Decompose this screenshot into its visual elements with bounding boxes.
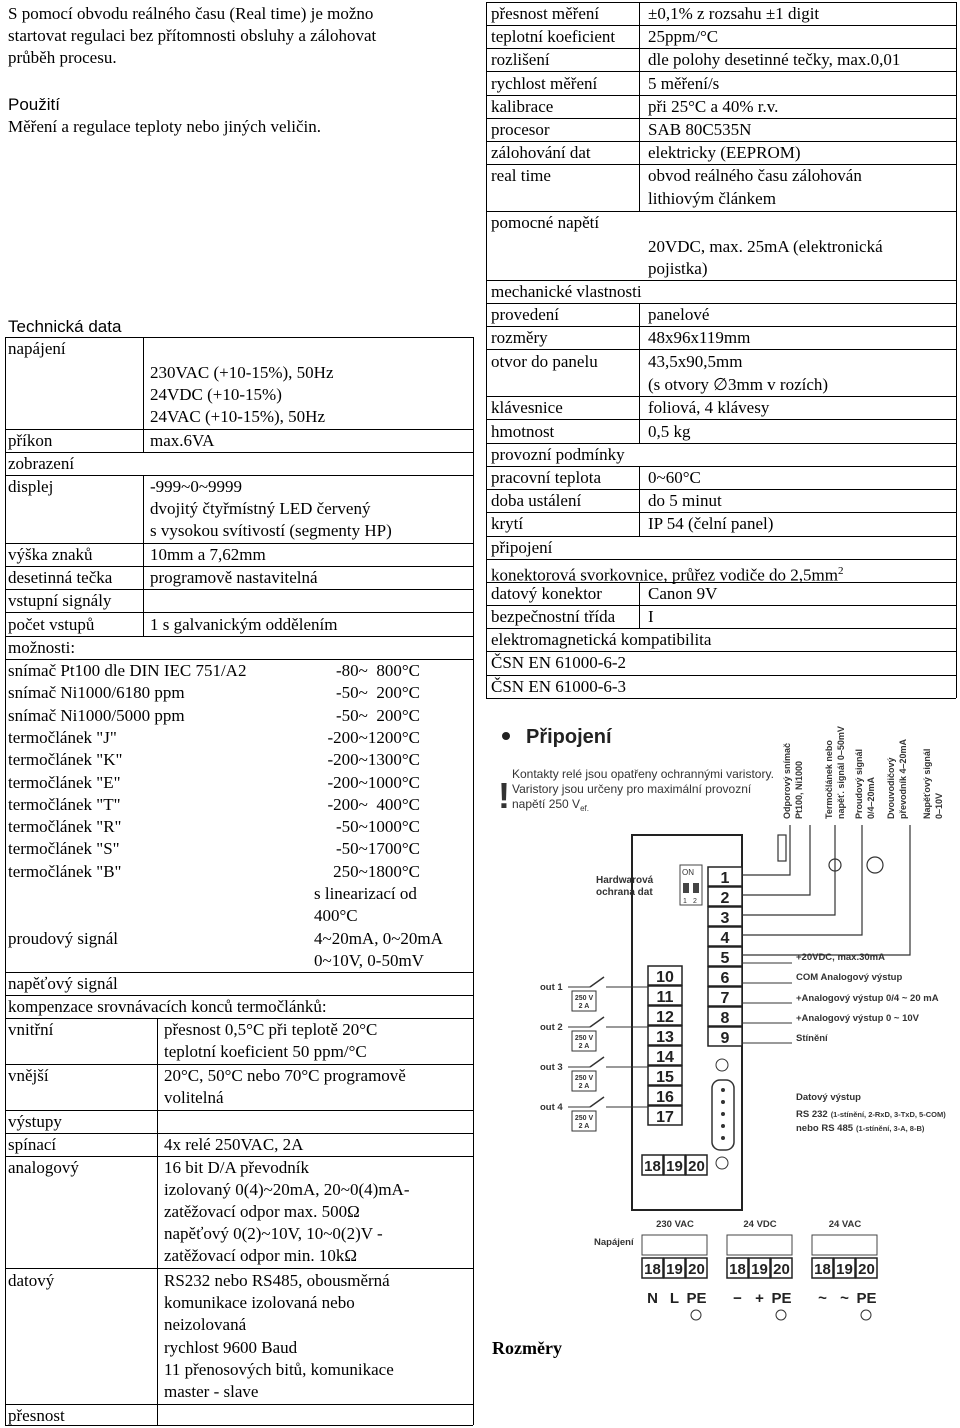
terminal-number: 20	[858, 1261, 875, 1278]
csn-2: ČSN EN 61000-6-3	[491, 677, 627, 696]
terminal-number: 15	[656, 1069, 674, 1086]
right-column	[484, 0, 960, 700]
vyska-label: výška znaků	[8, 545, 93, 564]
csn-1: ČSN EN 61000-6-2	[491, 653, 627, 672]
tech-heading: Technická data	[8, 317, 122, 336]
linearizace-line-2: 400°C	[314, 906, 358, 925]
displej-value-3: s vysokou svítivostí (segmenty HP)	[150, 521, 392, 540]
table-border	[956, 2, 957, 698]
terminal-number: 1	[720, 870, 730, 887]
displej-value-1: -999~0~9999	[150, 477, 243, 496]
zobrazeni-label: zobrazení	[8, 454, 75, 473]
relay-contact-icon	[590, 1017, 604, 1027]
ustaleni-label: doba ustálení	[491, 491, 582, 510]
spec-label: přesnost měření	[491, 4, 600, 23]
sensor-name: termočlánek "J"	[8, 727, 117, 747]
relay-output-label: out 4	[540, 1102, 563, 1113]
klavesnice-value: foliová, 4 klávesy	[648, 398, 770, 417]
relay-rating-current: 2 A	[578, 1043, 590, 1050]
provedeni-value: panelové	[648, 305, 710, 324]
sensor-name: termočlánek "K"	[8, 750, 123, 770]
terminal-number: 19	[666, 1261, 683, 1278]
datovy-value-3: neizolovaná	[164, 1315, 247, 1334]
terminal-number: 19	[751, 1261, 768, 1278]
datkon-label: datový konektor	[491, 584, 602, 603]
warning-line-3	[512, 797, 589, 813]
row-line	[5, 429, 473, 430]
displej-value-2: dvojitý čtyřmístný LED červený	[150, 499, 371, 518]
spec-value: 5 měření/s	[648, 73, 720, 93]
spec-label: procesor	[491, 120, 550, 139]
supply-label: 24 VDC	[743, 1219, 777, 1230]
row-line	[486, 349, 956, 350]
proud-value-2: 0~10V, 0-50mV	[314, 951, 424, 970]
vertical-label: Napěťový signál	[922, 748, 932, 819]
relay-rating-voltage: 250 V	[574, 1075, 594, 1082]
sensor-name: termočlánek "T"	[8, 794, 121, 814]
relay-rating-voltage: 250 V	[574, 1035, 594, 1042]
supply-top-block	[642, 1235, 707, 1255]
spec-label: kalibrace	[491, 96, 554, 116]
datovy-value-2: komunikace izolovaná nebo	[164, 1293, 355, 1312]
relay-output-label: out 3	[540, 1062, 563, 1073]
pocet-value: 1 s galvanickým oddělením	[150, 615, 338, 634]
analog-value-5: zatěžovací odpor min. 10kΩ	[164, 1246, 357, 1265]
relay-rating-current: 2 A	[578, 1123, 590, 1130]
vertical-label: Termočlánek nebo	[824, 740, 834, 819]
provedeni-label: provedení	[491, 305, 559, 324]
shield-label: Stínění	[796, 1033, 828, 1044]
terminal-number: 18	[644, 1158, 661, 1175]
db9-connector-icon	[712, 1059, 734, 1169]
sensor-name: snímač Ni1000/5000 ppm	[8, 705, 185, 725]
proud-label: proudový signál	[8, 929, 119, 948]
rs485-label	[796, 1123, 925, 1134]
supply-pin-label: N	[647, 1290, 658, 1307]
pomocne-value-1: 20VDC, max. 25mA (elektronická	[648, 237, 883, 256]
supply-label: 230 VAC	[656, 1219, 694, 1230]
vnejsi-label: vnější	[8, 1066, 49, 1085]
sensor-range: -200~ 400°C	[327, 794, 420, 814]
spec-label: zálohování dat	[491, 143, 591, 163]
terminal-number: 19	[836, 1261, 853, 1278]
intro-line-2: startovat regulaci bez přítomnosti obsluhy a zálohovat	[8, 26, 377, 45]
vnitrni-value-2: teplotní koeficient 50 ppm/°C	[164, 1042, 367, 1061]
teplota-value: 0~60°C	[648, 468, 701, 487]
com-analog-label: COM Analogový výstup	[796, 972, 903, 983]
bezp-value: I	[648, 607, 654, 626]
prikon-label: příkon	[8, 431, 53, 450]
rs485-name: nebo RS 485	[796, 1123, 854, 1134]
napajeni-label: napájení	[8, 339, 66, 358]
tecka-label: desetinná tečka	[8, 568, 113, 587]
moznosti-label: možnosti:	[8, 638, 76, 657]
connection-diagram	[490, 715, 958, 1325]
ground-icon	[861, 1310, 871, 1320]
row-line	[5, 1110, 473, 1111]
realtime-value-2: lithiovým článkem	[648, 189, 776, 208]
vertical-label: převodník 4–20mA	[898, 738, 908, 819]
table-divider	[157, 1018, 158, 1425]
vstupni-label: vstupní signály	[8, 591, 112, 610]
aux-voltage-label: +20VDC, max.30mA	[796, 952, 885, 963]
displej-label: displej	[8, 477, 54, 496]
table-divider	[143, 612, 144, 636]
vnejsi-value-2: volitelná	[164, 1088, 224, 1107]
pripojeni-label: připojení	[491, 538, 553, 557]
analog-wiring	[742, 963, 792, 1043]
relay-rating-current: 2 A	[578, 1083, 590, 1090]
warning-line-1: Kontakty relé jsou opatřeny ochrannými varistory.	[512, 767, 774, 781]
spec-value: ±0,1% z rozsahu ±1 digit	[648, 4, 820, 23]
terminal-number: 18	[814, 1261, 831, 1278]
rs485-detail: (1-stínění, 3-A, 8-B)	[856, 1124, 925, 1133]
supply-pin-label: +	[755, 1290, 764, 1307]
vertical-label: Dvouvodičový	[886, 757, 896, 819]
relay-contact-icon	[590, 977, 604, 987]
terminal-number: 5	[720, 950, 730, 967]
kryti-label: krytí	[491, 514, 524, 533]
vertical-labels	[782, 726, 944, 819]
terminal-number: 11	[656, 989, 674, 1006]
rozmery-heading: Rozměry	[492, 1338, 562, 1358]
datovy-value-6: master - slave	[164, 1382, 259, 1401]
dip-on-label: ON	[682, 868, 694, 877]
warning-line-3-sub: ef.	[580, 804, 589, 813]
row-line	[486, 419, 956, 420]
napajeni-value-1: 230VAC (+10-15%), 50Hz	[150, 363, 334, 382]
table-border	[5, 337, 473, 338]
terminal-number: 7	[720, 990, 730, 1007]
spec-value: elektricky (EEPROM)	[648, 143, 801, 163]
relay-rating-voltage: 250 V	[574, 1115, 594, 1122]
warning-line-2: Varistory jsou určeny pro maximální provozní	[512, 782, 752, 796]
table-border	[5, 1425, 473, 1426]
terminal-number: 20	[688, 1261, 705, 1278]
row-line	[5, 452, 473, 453]
sensor-range: -50~ 200°C	[336, 705, 420, 725]
spec-value: obvod reálného času zálohován	[648, 166, 862, 186]
napajeni-value-2: 24VDC (+10-15%)	[150, 385, 282, 404]
diagram-title-group	[502, 726, 613, 748]
sensor-name: termočlánek "R"	[8, 817, 122, 837]
sensor-name: snímač Ni1000/6180 ppm	[8, 683, 185, 703]
klavesnice-label: klávesnice	[491, 398, 563, 417]
terminal-number: 19	[666, 1158, 683, 1175]
terminal-number: 17	[656, 1109, 674, 1126]
left-column	[0, 0, 478, 1428]
terminal-block-right	[708, 867, 742, 1047]
relay-output-label: out 1	[540, 982, 563, 993]
otvor-value-2: (s otvory ∅3mm v rozích)	[648, 375, 829, 394]
warning-line-3-main: napětí 250 V	[512, 797, 581, 811]
dip-switch-label-2: 2	[693, 898, 697, 905]
datovy-value-5: 11 přenosových bitů, komunikace	[164, 1360, 394, 1379]
terminal-number: 14	[656, 1049, 674, 1066]
table-divider	[639, 466, 640, 536]
sensor-range: -200~1300°C	[327, 750, 420, 770]
dip-switch-label-1: 1	[683, 898, 687, 905]
usage-text: Měření a regulace teploty nebo jiných veličin.	[8, 117, 321, 136]
vystupy-label: výstupy	[8, 1112, 62, 1131]
teplota-label: pracovní teplota	[491, 468, 601, 487]
terminal-block-bottom	[642, 1155, 707, 1175]
ground-icon	[691, 1310, 701, 1320]
sensor-wiring	[742, 825, 910, 955]
analog-out-voltage-label: +Analogový výstup 0 ~ 10V	[796, 1013, 920, 1024]
terminal-number: 4	[720, 930, 730, 947]
table-border	[486, 2, 487, 698]
sensor-range: -200~1000°C	[327, 772, 420, 792]
komp-label: kompenzace srovnávacích konců termočlánků:	[8, 997, 327, 1016]
vnejsi-value-1: 20°C, 50°C nebo 70°C programově	[164, 1066, 406, 1085]
hw-protection-label-1: Hardwarová	[596, 875, 654, 886]
row-line	[5, 1404, 473, 1405]
relay-rating-voltage: 250 V	[574, 995, 594, 1002]
analog-value-3: zatěžovací odpor max. 500Ω	[164, 1202, 360, 1221]
terminal-number: 9	[720, 1030, 730, 1047]
vertical-label: Pt100, Ni1000	[794, 760, 804, 819]
spec-value: 25ppm/°C	[648, 27, 719, 47]
emc-label: elektromagnetická kompatibilita	[491, 630, 712, 649]
vertical-label: 0–10V	[934, 792, 944, 819]
analog-value-4: napěťový 0(2)~10V, 10~0(2)V -	[164, 1224, 383, 1243]
table-divider	[639, 2, 640, 212]
rs232-detail: (1-stínění, 2-RxD, 3-TxD, 5-COM)	[830, 1110, 946, 1119]
relay-output-label: out 2	[540, 1022, 563, 1033]
sensor-range: -50~1000°C	[336, 817, 420, 837]
provoz-label: provozní podmínky	[491, 445, 625, 464]
row-line	[5, 612, 473, 613]
rs232-name: RS 232	[796, 1109, 828, 1120]
hmotnost-label: hmotnost	[491, 422, 555, 441]
pomocne-label: pomocné napětí	[491, 213, 600, 232]
hw-protection-label-2: ochrana dat	[596, 887, 653, 898]
bezp-label: bezpečnostní třída	[491, 607, 616, 626]
terminal-number: 16	[656, 1089, 674, 1106]
terminal-number: 18	[729, 1261, 746, 1278]
dip-switch-lever-2[interactable]	[693, 883, 699, 893]
supply-top-block	[727, 1235, 792, 1255]
tecka-value: programově nastavitelná	[150, 568, 318, 587]
spinaci-label: spínací	[8, 1135, 57, 1154]
table-border	[5, 337, 6, 1425]
diagram-title: Připojení	[526, 726, 612, 748]
usage-heading: Použití	[8, 95, 60, 114]
supply-label: 24 VAC	[828, 1219, 862, 1230]
pocet-label: počet vstupů	[8, 615, 95, 634]
vnitrni-value-1: přesnost 0,5°C při teplotě 20°C	[164, 1020, 378, 1039]
ground-icon	[776, 1310, 786, 1320]
sensor-range: 250~1800°C	[333, 861, 420, 881]
vertical-label: 0/4–20mA	[866, 776, 876, 819]
row-line	[5, 636, 473, 637]
vertical-label: napěť. signál 0–50mV	[836, 726, 846, 819]
otvor-value-1: 43,5x90,5mm	[648, 352, 743, 371]
terminal-number: 10	[656, 969, 674, 986]
konektor-text-main: konektorová svorkovnice, průřez vodiče do 2,5mm	[491, 565, 838, 585]
table-divider	[143, 475, 144, 621]
warning-exclamation-icon: !	[498, 775, 510, 816]
supply-pin-label: PE	[771, 1290, 792, 1307]
rs232-label	[796, 1109, 946, 1120]
supply-pin-label: ~	[818, 1290, 827, 1307]
spec-value: při 25°C a 40% r.v.	[648, 96, 779, 116]
intro-line-3: průběh procesu.	[8, 48, 117, 67]
spec-value: dle polohy desetinné tečky, max.0,01	[648, 50, 901, 70]
analog-label: analogový	[8, 1158, 79, 1177]
terminal-block-left	[648, 966, 682, 1126]
terminal-number: 8	[720, 1010, 730, 1027]
spec-label: real time	[491, 166, 551, 186]
supply-pin-label: PE	[856, 1290, 877, 1307]
terminal-number: 3	[720, 910, 730, 927]
supply-pin-label: −	[733, 1290, 742, 1307]
table-border	[473, 337, 474, 1425]
spinaci-value: 4x relé 250VAC, 2A	[164, 1135, 304, 1154]
terminal-number: 12	[656, 1009, 674, 1026]
relay-contact-icon	[590, 1097, 604, 1107]
terminal-number: 13	[656, 1029, 674, 1046]
presnost-label: přesnost	[8, 1406, 65, 1425]
supply-top-block	[812, 1235, 877, 1255]
dip-switch-lever-1[interactable]	[683, 883, 689, 893]
table-divider	[143, 337, 144, 452]
supply-pin-label: L	[669, 1290, 680, 1307]
napet-label: napěťový signál	[8, 974, 118, 993]
sensor-name: snímač Pt100 dle DIN IEC 751/A2	[8, 661, 247, 680]
hmotnost-value: 0,5 kg	[648, 422, 691, 441]
terminal-number: 6	[720, 970, 730, 987]
sensor-name: termočlánek "E"	[8, 772, 121, 792]
vnitrni-label: vnitřní	[8, 1020, 54, 1039]
row-line	[486, 536, 956, 537]
terminal-number: 20	[773, 1261, 790, 1278]
table-divider	[639, 303, 640, 443]
spec-value: SAB 80C535N	[648, 120, 752, 139]
rozmery-label: rozměry	[491, 328, 548, 347]
prikon-value: max.6VA	[150, 431, 215, 450]
sensor-name: termočlánek "B"	[8, 861, 122, 881]
spec-label: rychlost měření	[491, 73, 598, 93]
datkon-value: Canon 9V	[648, 584, 718, 603]
pomocne-value-2: pojistka)	[648, 259, 708, 278]
sensor-name: termočlánek "S"	[8, 839, 120, 859]
vyska-value: 10mm a 7,62mm	[150, 545, 266, 564]
sensor-range: -200~1200°C	[327, 727, 420, 747]
supply-pin-label: ~	[840, 1290, 849, 1307]
sensor-range: -50~1700°C	[336, 839, 420, 859]
analog-value-2: izolovaný 0(4)~20mA, 20~0(4)mA-	[164, 1180, 410, 1199]
konektor-text-sup: 2	[838, 565, 844, 577]
terminal-number: 18	[644, 1261, 661, 1278]
datovy-label: datový	[8, 1271, 55, 1290]
rozmery-value: 48x96x119mm	[648, 328, 751, 347]
data-output-heading: Datový výstup	[796, 1092, 861, 1103]
linearizace-line-1: s linearizací od	[314, 884, 417, 903]
power-label: Napájení	[594, 1237, 634, 1248]
relay-rating-current: 2 A	[578, 1003, 590, 1010]
terminal-number: 20	[688, 1158, 705, 1175]
otvor-label: otvor do panelu	[491, 352, 598, 371]
napajeni-value-3: 24VAC (+10-15%), 50Hz	[150, 407, 326, 426]
mech-label: mechanické vlastnosti	[491, 282, 642, 301]
kryti-value: IP 54 (čelní panel)	[648, 514, 774, 533]
sensor-range: -80~ 800°C	[336, 661, 420, 680]
supply-pin-label: PE	[686, 1290, 707, 1307]
vertical-label: Proudový signál	[854, 748, 864, 819]
row-line	[5, 1268, 473, 1269]
power-supply-blocks	[642, 1219, 877, 1320]
analog-out-current-label: +Analogový výstup 0/4 ~ 20 mA	[796, 993, 939, 1004]
terminal-number: 2	[720, 890, 730, 907]
vertical-label: Odporový snímač	[782, 742, 792, 819]
spec-label: teplotní koeficient	[491, 27, 616, 47]
bullet-icon	[502, 732, 510, 740]
datovy-value-4: rychlost 9600 Baud	[164, 1338, 298, 1357]
proud-value-1: 4~20mA, 0~20mA	[314, 929, 443, 948]
intro-line-1: S pomocí obvodu reálného času (Real time) je možno	[8, 4, 374, 23]
datovy-value-1: RS232 nebo RS485, obousměrná	[164, 1271, 390, 1290]
sensor-range: -50~ 200°C	[336, 683, 420, 703]
spec-label: rozlišení	[491, 50, 550, 70]
relay-contact-icon	[590, 1057, 604, 1067]
ustaleni-value: do 5 minut	[648, 491, 722, 510]
analog-value-1: 16 bit D/A převodník	[164, 1158, 309, 1177]
